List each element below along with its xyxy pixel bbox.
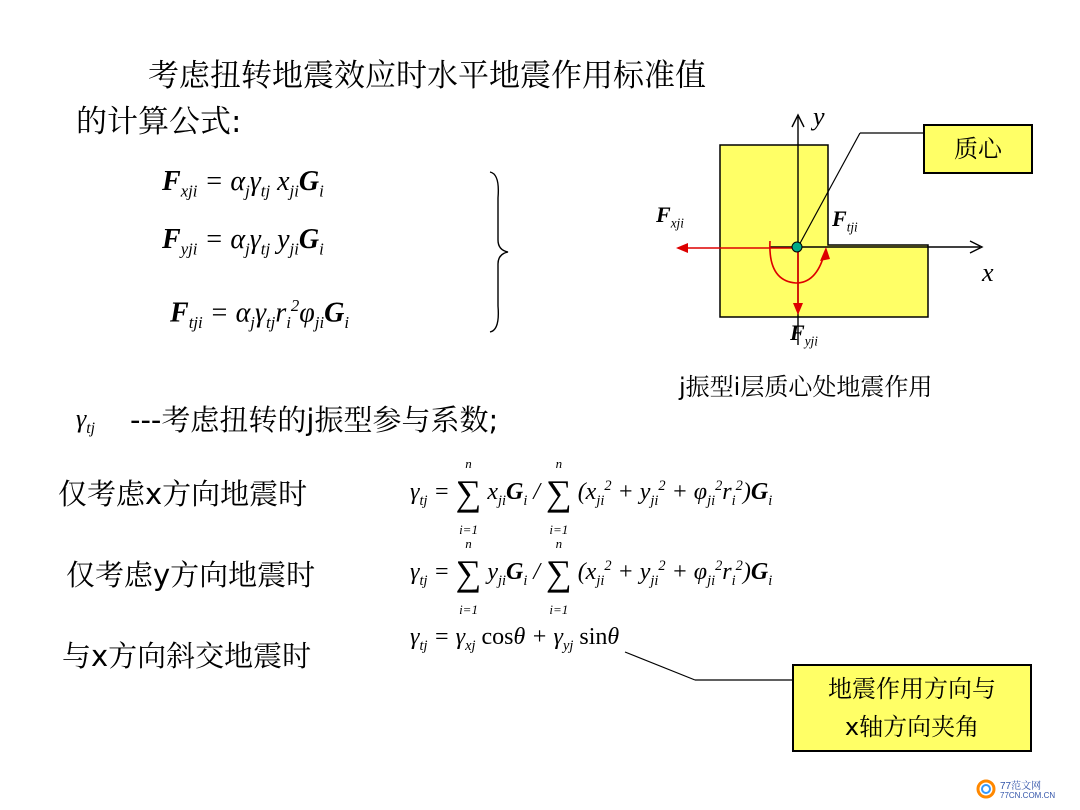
condition-oblique: 与x方向斜交地震时: [62, 639, 312, 673]
fx-arrow-icon: [676, 243, 688, 253]
floor-plan-shape: [720, 145, 928, 317]
slide-title-line2: 的计算公式:: [76, 104, 242, 140]
formula-ftji: $F_{tji} = \alpha_j\gamma_{tj}r_i^2\varphi_{ji}G_i$: [170, 296, 350, 332]
angle-note-box: 地震作用方向与 x轴方向夹角: [792, 664, 1032, 752]
centroid-callout-box: 质心: [923, 124, 1033, 174]
force-y-label: $F_{yji}$: [790, 320, 818, 349]
force-t-label: $F_{tji}$: [832, 206, 858, 235]
watermark-text-2: 77CN.COM.CN: [1000, 791, 1056, 800]
gamma-tj-symbol: $\gamma_{tj}$: [76, 404, 95, 438]
condition-y-only: 仅考虑y方向地震时: [66, 558, 316, 592]
centroid-dot-icon: [792, 242, 802, 252]
angle-callout-line: [600, 650, 800, 690]
watermark-circle-icon: [975, 778, 997, 800]
watermark-text-1: 77范文网: [1000, 781, 1042, 792]
diagram-caption: j振型i层质心处地震作用: [679, 373, 933, 401]
formula-gamma-x: $\gamma_{tj} = n$ ∑ i=1 $x_{ji}G_i$ / n ∑ i=1 $(x_{ji}^2 + y_{ji}^2 + \varphi_{ji}^2r_i^2)G_i$: [410, 456, 773, 537]
formula-fxji: $F_{xji} = \alpha_j\gamma_{tj}$ $x_{ji}G_i$: [162, 166, 324, 201]
axis-y-label: y: [813, 102, 825, 131]
axis-x-label: x: [982, 258, 994, 287]
gamma-tj-description: ---考虑扭转的j振型参与系数;: [130, 403, 499, 437]
watermark-logo: [975, 778, 997, 800]
slide-title-line1: 考虑扭转地震效应时水平地震作用标准值: [148, 58, 706, 94]
formula-gamma-oblique: $\gamma_{tj} = \gamma_{xj}$ $\cos\theta + \gamma_{yj}$ sinθ: [410, 624, 620, 654]
right-brace: [480, 168, 520, 338]
formula-fyji: $F_{yji} = \alpha_j\gamma_{tj}$ $y_{ji}G_i$: [162, 224, 324, 259]
force-x-label: $F_{xji}$: [656, 202, 684, 231]
formula-gamma-y: $\gamma_{tj} = n$ ∑ i=1 $y_{ji}G_i$ / n ∑ i=1 $(x_{ji}^2 + y_{ji}^2 + \varphi_{ji}^2r_i^2)G_i$: [410, 536, 773, 617]
condition-x-only: 仅考虑x方向地震时: [58, 477, 308, 511]
